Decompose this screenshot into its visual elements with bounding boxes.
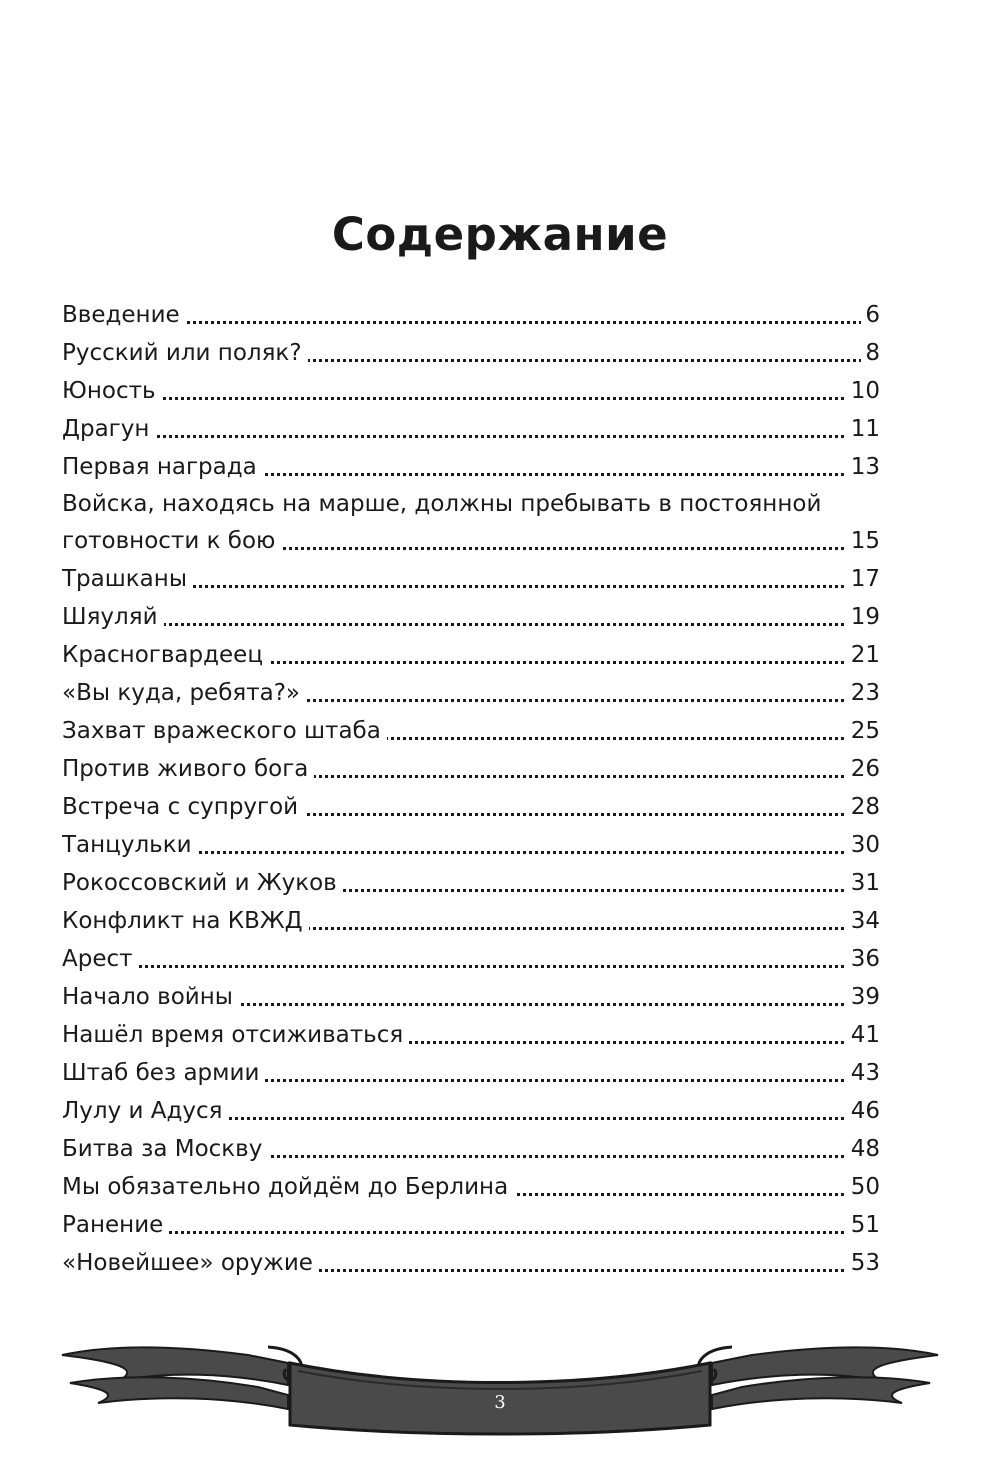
toc-entry xyxy=(62,940,880,978)
dot-leader xyxy=(62,623,880,626)
toc-entry-title: Нашёл время отсиживаться xyxy=(62,1022,409,1048)
page-title: Содержание xyxy=(331,208,669,262)
toc-entry-title: Мы обязательно дойдём до Берлина xyxy=(62,1174,514,1200)
toc-entry xyxy=(62,864,880,902)
toc-entry-page: 39 xyxy=(847,978,880,1016)
toc-entry-page: 21 xyxy=(847,636,880,674)
toc-entry-page: 48 xyxy=(847,1130,880,1168)
toc-entry-page: 15 xyxy=(847,522,880,560)
toc-entry-title: Встреча с супругой xyxy=(62,794,304,820)
toc-entry-title: Танцульки xyxy=(62,832,198,858)
toc-entry-page: 53 xyxy=(847,1244,880,1282)
toc-entry xyxy=(62,1168,880,1206)
toc-entry-page: 13 xyxy=(847,448,880,486)
toc-entry-title: Арест xyxy=(62,946,139,972)
dot-leader xyxy=(62,965,880,968)
toc-entry xyxy=(62,1092,880,1130)
toc-entry xyxy=(62,712,880,750)
page-number: 3 xyxy=(494,1392,506,1413)
toc-entry xyxy=(62,788,880,826)
toc-entry xyxy=(62,1206,880,1244)
toc-entry-page: 46 xyxy=(847,1092,880,1130)
toc-entry xyxy=(62,902,880,940)
toc-entry-page: 11 xyxy=(847,410,880,448)
toc-entry-title: Ранение xyxy=(62,1212,169,1238)
toc-entry-page: 50 xyxy=(847,1168,880,1206)
dot-leader xyxy=(62,397,880,400)
toc-entry-title: Штаб без армии xyxy=(62,1060,265,1086)
toc-entry xyxy=(62,1054,880,1092)
toc-entry xyxy=(62,1130,880,1168)
toc-entry-title: Первая награда xyxy=(62,454,263,480)
toc-entry xyxy=(62,674,880,712)
toc-entry-title: «Новейшее» оружие xyxy=(62,1250,319,1276)
dot-leader xyxy=(62,1231,880,1234)
toc-entry-title: Драгун xyxy=(62,416,155,442)
toc-entry-page: 51 xyxy=(847,1206,880,1244)
toc-entry-page: 6 xyxy=(861,296,880,334)
toc-entry-title: Начало войны xyxy=(62,984,239,1010)
toc-entry-page: 41 xyxy=(847,1016,880,1054)
toc-entry-title: Русский или поляк? xyxy=(62,340,308,366)
toc-entry-title: Конфликт на КВЖД xyxy=(62,908,309,934)
toc-entry-title: Захват вражеского штаба xyxy=(62,718,387,744)
toc-entry-page: 31 xyxy=(847,864,880,902)
toc-entry-page: 10 xyxy=(847,372,880,410)
toc-entry xyxy=(62,372,880,410)
toc-entry xyxy=(62,486,880,560)
toc-entry-page: 25 xyxy=(847,712,880,750)
toc-entry-title: Юность xyxy=(62,378,162,404)
ribbon-banner xyxy=(58,1325,942,1440)
toc-entry-title xyxy=(62,486,880,560)
toc-entry-title: Против живого бога xyxy=(62,756,314,782)
toc-entry xyxy=(62,750,880,788)
toc-entry-page: 19 xyxy=(847,598,880,636)
toc-entry-title: Шяуляй xyxy=(62,604,164,630)
toc-entry-page: 26 xyxy=(847,750,880,788)
toc-entry-page: 8 xyxy=(861,334,880,372)
toc-entry-page: 36 xyxy=(847,940,880,978)
toc-entry-title: Рокоссовский и Жуков xyxy=(62,870,343,896)
toc-entry-title-line: Войска, находясь на марше, должны пребывать в постоянной xyxy=(62,491,822,517)
toc-entry-title: Введение xyxy=(62,302,186,328)
toc-entry xyxy=(62,636,880,674)
toc-entry-title-line: готовности к бою xyxy=(62,528,281,554)
toc-entry xyxy=(62,1244,880,1282)
toc-entry xyxy=(62,334,880,372)
toc-entry-page: 28 xyxy=(847,788,880,826)
toc-entry xyxy=(62,560,880,598)
toc-entry xyxy=(62,1016,880,1054)
toc-entry xyxy=(62,598,880,636)
toc-entry-title: Битва за Москву xyxy=(62,1136,268,1162)
toc-entry-page: 23 xyxy=(847,674,880,712)
toc-entry xyxy=(62,448,880,486)
toc-entry-title: Трашканы xyxy=(62,566,193,592)
toc-entry xyxy=(62,826,880,864)
toc-entry-page: 34 xyxy=(847,902,880,940)
toc-entry-title: «Вы куда, ребята?» xyxy=(62,680,306,706)
dot-leader xyxy=(62,435,880,438)
table-of-contents xyxy=(62,296,880,1282)
toc-entry-title: Красногвардеец xyxy=(62,642,269,668)
toc-entry xyxy=(62,410,880,448)
toc-entry-page: 30 xyxy=(847,826,880,864)
toc-entry xyxy=(62,296,880,334)
toc-entry-page: 43 xyxy=(847,1054,880,1092)
toc-entry-page: 17 xyxy=(847,560,880,598)
toc-entry-title: Лулу и Адуся xyxy=(62,1098,229,1124)
toc-entry xyxy=(62,978,880,1016)
